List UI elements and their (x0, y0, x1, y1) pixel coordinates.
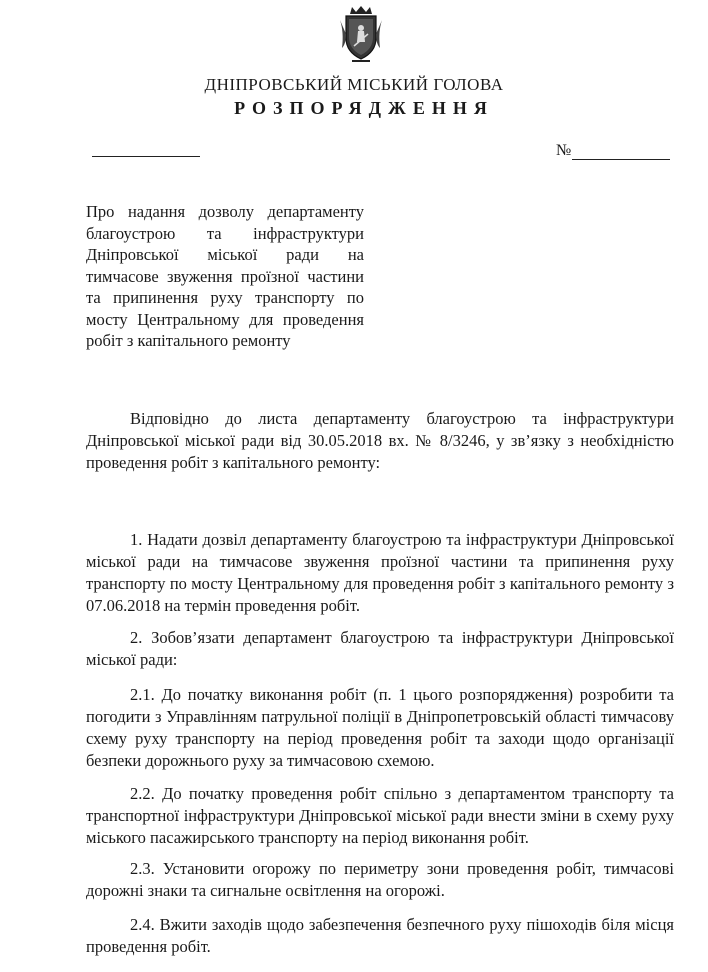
item-2-1-paragraph: 2.1. До початку виконання робіт (п. 1 цього розпорядження) розробити та погодити з Управлінням патрульної поліції в Дніпропетровській області тимчасову схему руху транспорту на період проведення робіт та заходи щодо організації безпеки дорожнього руху за тимчасовою схемою. (86, 685, 674, 770)
city-coat-of-arms-icon (338, 4, 384, 64)
document-subject: Про надання дозволу департаменту благоустрою та інфраструктури Дніпровської міської ради на тимчасове звуження проїзної частини та припинення руху транспорту по мосту Центральному для проведення робіт з капітального ремонту (86, 202, 364, 350)
date-blank-line (92, 156, 200, 157)
number-blank-line (572, 143, 670, 160)
item-2-4-paragraph: 2.4. Вжити заходів щодо забезпечення безпечного руху пішоходів біля місця проведення робіт. (86, 915, 674, 956)
item-2-2-paragraph: 2.2. До початку проведення робіт спільно з департаментом транспорту та транспортної інфраструктури Дніпровської міської ради внести зміни в схему руху міського пасажирського транспорту на період виконання робіт. (86, 784, 674, 847)
item-2-3-paragraph: 2.3. Установити огорожу по периметру зони проведення робіт, тимчасові дорожні знаки та сигнальне освітлення на огорожі. (86, 859, 674, 900)
authority-title: ДНІПРОВСЬКИЙ МІСЬКИЙ ГОЛОВА (204, 75, 504, 94)
item-2-paragraph: 2. Зобов’язати департамент благоустрою та інфраструктури Дніпровської міської ради: (86, 628, 674, 669)
document-number-field (556, 142, 670, 160)
item-1-paragraph: 1. Надати дозвіл департаменту благоустрою та інфраструктури Дніпровської міської ради на тимчасове звуження проїзної частини та припинення руху транспорту по мосту Центральному для проведення робіт з капітального ремонту з 07.06.2018 на термін проведення робіт. (86, 530, 674, 615)
intro-paragraph: Відповідно до листа департаменту благоустрою та інфраструктури Дніпровської міської ради від 30.05.2018 вх. № 8/3246, у зв’язку з необхідністю проведення робіт з капітального ремонту: (86, 409, 674, 472)
document-type-title: РОЗПОРЯДЖЕННЯ (234, 98, 494, 118)
number-sign: № (556, 142, 572, 159)
